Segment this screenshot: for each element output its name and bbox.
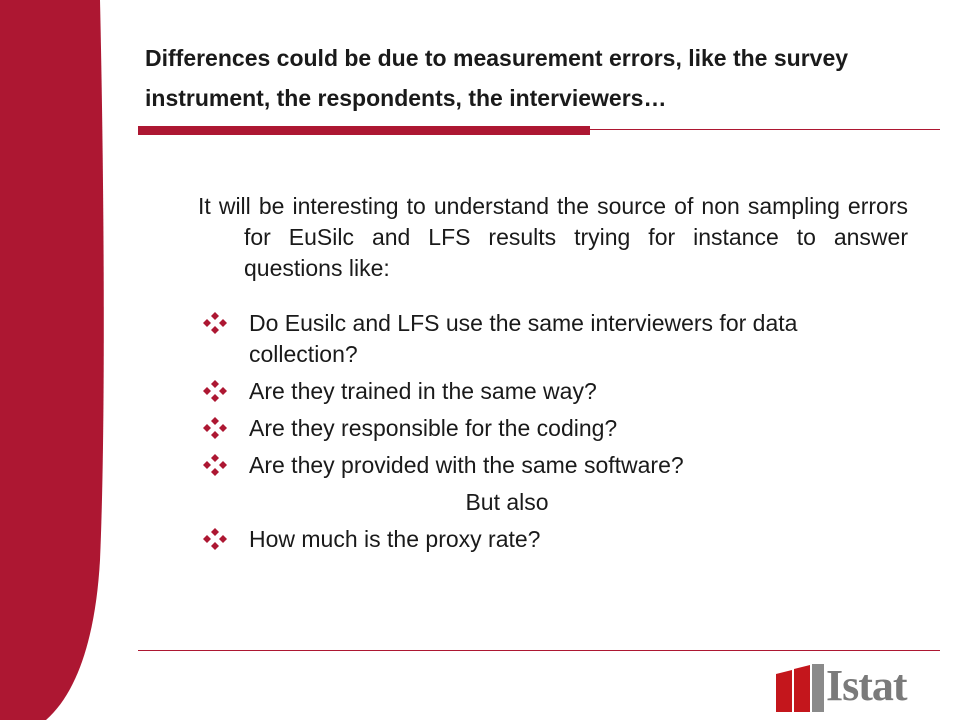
diamond-bullet-icon [202,380,228,402]
list-item [202,450,912,481]
list-item [202,376,912,407]
diamond-bullet-icon [202,312,228,334]
istat-logo [776,661,942,712]
istat-logo-wordmark: Istat [826,661,907,710]
intro-paragraph: It will be interesting to understand the source of non sampling errors for EuSilc and LFS results trying for instance to answer questions like: [198,193,908,281]
diamond-bullet-icon [202,528,228,550]
diamond-bullet-icon [202,454,228,476]
istat-logo-mark-icon [776,664,824,712]
question-list [202,308,912,561]
list-item-text: Do Eusilc and LFS use the same interviewers for data collection? [249,310,798,367]
title-underline-thick [138,126,590,135]
list-item-text: Are they provided with the same software? [249,452,684,478]
title-underline-thin [590,129,940,130]
list-item [202,413,912,444]
left-decorative-band [0,0,130,720]
slide-title: Differences could be due to measurement errors, like the survey instrument, the respondents, the interviewers… [145,45,849,111]
list-item-text: Are they trained in the same way? [249,378,597,404]
but-also-text: But also [465,489,549,515]
list-item [202,524,912,555]
list-item-text: Are they responsible for the coding? [249,415,618,441]
list-item [202,308,912,370]
list-item-text: How much is the proxy rate? [249,526,541,552]
footer-rule [138,650,940,651]
diamond-bullet-icon [202,417,228,439]
